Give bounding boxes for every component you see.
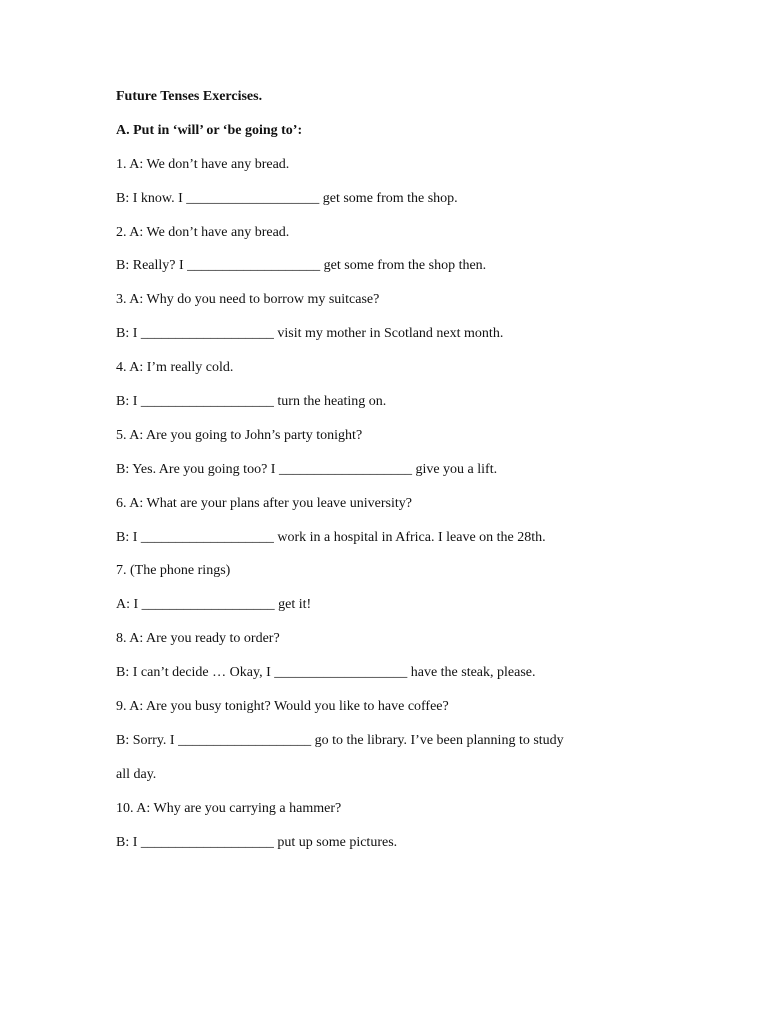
- exercise-line-5a: 5. A: Are you going to John’s party tonight?: [116, 427, 363, 443]
- exercise-line-7a: 7. (The phone rings): [116, 563, 231, 579]
- exercise-line-1b: B: I know. I ___________________ get some from the shop.: [116, 190, 458, 206]
- exercise-line-9b: B: Sorry. I ___________________ go to the library. I’ve been planning to study: [116, 732, 564, 748]
- exercise-line-10b: B: I ___________________ put up some pictures.: [116, 834, 398, 850]
- exercise-line-8b: B: I can’t decide … Okay, I ___________________ have the steak, please.: [116, 665, 536, 681]
- exercise-line-5b: B: Yes. Are you going too? I ___________________ give you a lift.: [116, 461, 498, 477]
- exercise-line-9b-continued: all day.: [116, 766, 157, 782]
- exercise-line-4b: B: I ___________________ turn the heating on.: [116, 394, 387, 410]
- document-content: [116, 88, 716, 867]
- exercise-line-2a: 2. A: We don’t have any bread.: [116, 224, 290, 240]
- exercise-instruction: A. Put in ‘will’ or ‘be going to’:: [116, 122, 303, 138]
- document-title: Future Tenses Exercises.: [116, 89, 263, 104]
- exercise-line-1a: 1. A: We don’t have any bread.: [116, 156, 290, 172]
- exercise-line-9a: 9. A: Are you busy tonight? Would you like to have coffee?: [116, 699, 449, 715]
- exercise-line-7b: A: I ___________________ get it!: [116, 597, 312, 613]
- exercise-line-2b: B: Really? I ___________________ get some from the shop then.: [116, 258, 487, 274]
- exercise-line-3b: B: I ___________________ visit my mother in Scotland next month.: [116, 326, 504, 342]
- exercise-line-4a: 4. A: I’m really cold.: [116, 360, 234, 376]
- exercise-line-6a: 6. A: What are your plans after you leave university?: [116, 495, 412, 511]
- exercise-line-3a: 3. A: Why do you need to borrow my suitcase?: [116, 292, 380, 308]
- exercise-line-6b: B: I ___________________ work in a hospital in Africa. I leave on the 28th.: [116, 529, 546, 545]
- exercise-line-10a: 10. A: Why are you carrying a hammer?: [116, 800, 342, 816]
- exercise-line-8a: 8. A: Are you ready to order?: [116, 631, 280, 647]
